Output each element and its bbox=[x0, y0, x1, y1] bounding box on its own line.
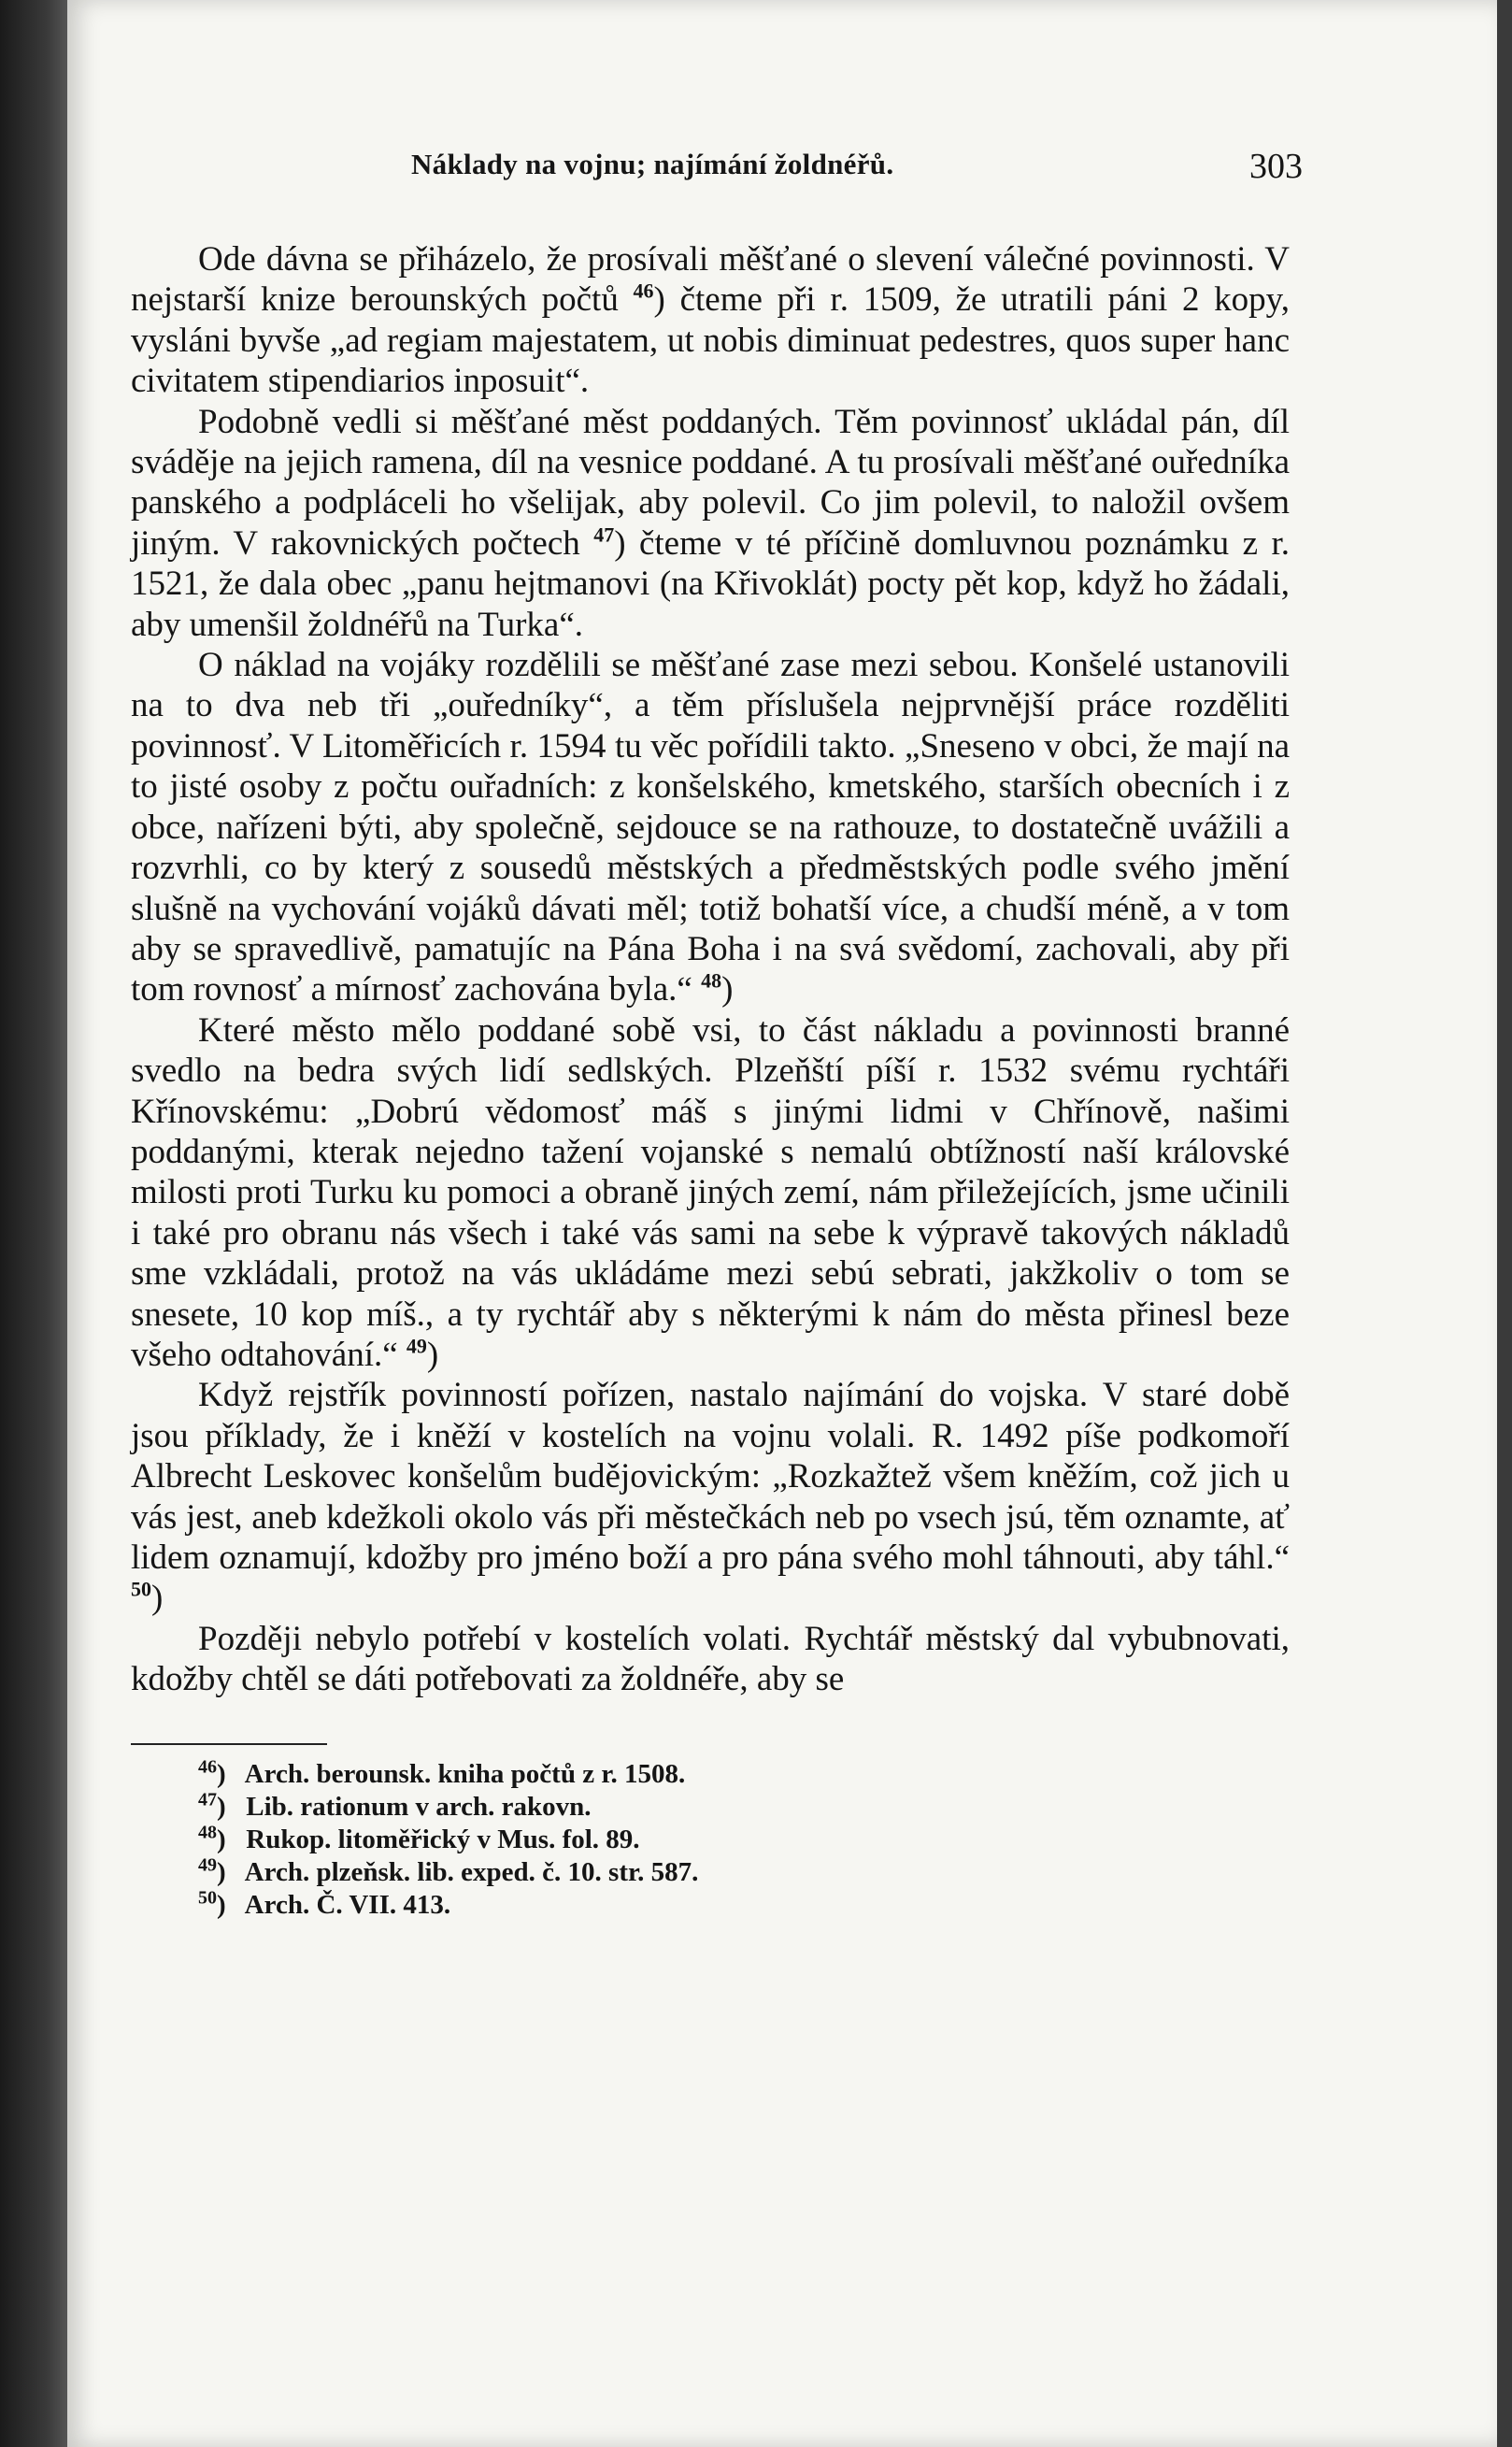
footnote-mark bbox=[198, 1886, 239, 1922]
paragraph-text: ) čteme při r. 1509, že utratili páni 2 kopy, vysláni byvše „ad regiam majestatem, ut nobis diminuat pedestres, quos super hanc civitatem stipendiarios inposuit“. bbox=[131, 280, 1290, 401]
footnote-reference[interactable]: 46 bbox=[633, 279, 654, 304]
paragraph-text: Ode dávna se přiházelo, že prosívali měšťané o slevení válečné povinnosti. V nejstarší knize berounských počtů bbox=[131, 240, 1290, 320]
paragraph bbox=[131, 1375, 1290, 1618]
paragraph bbox=[131, 239, 1290, 402]
paragraph-text: ) čteme v té příčině domluvnou poznámku z r. 1521, že dala obec „panu hejtmanovi (na Křivoklát) pocty pět kop, když ho žádali, aby umenšil žoldnéřů na Turka“. bbox=[131, 523, 1290, 644]
footnote bbox=[198, 1788, 1290, 1824]
footnote-paren: ) bbox=[217, 1758, 226, 1789]
footnote-number: 48 bbox=[198, 1821, 217, 1842]
footnote-paren: ) bbox=[217, 1889, 226, 1920]
paragraph-text: Později nebylo potřebí v kostelích volati. Rychtář městský dal vybubnovati, kdožby chtěl se dáti potřebovati za žoldnéře, aby se bbox=[131, 1619, 1290, 1699]
paragraph-text: Které město mělo poddané sobě vsi, to část nákladu a povinnosti branné svedlo na bedra svých lidí sedlských. Plzeňští píší r. 1532 svému rychtáři Křínovskému: „Dobrú vědomosť máš s jinými lidmi v Chřínově, našimi poddanými, kterak nejedno tažení vojanské s nemalú obtížností naší královské milosti proti Turku ku pomoci a obraně jiných zemí, nám přiležejících, jsme učinili i také pro obranu nás všech i také vás sami na sebe k výpravě takových nákladů sme vzkládali, protož na vás ukládáme mezi sebú sebrati, jakžkoliv o tom se snesete, 10 kop míš., a ty rychtář aby s některými k nám do města přinesl beze všeho odtahování.“ bbox=[131, 1010, 1290, 1374]
footnote-text: Rukop. litoměřický v Mus. fol. 89. bbox=[246, 1824, 640, 1854]
running-title: Náklady na vojnu; najímání žoldnéřů. bbox=[411, 148, 894, 180]
footnotes bbox=[198, 1755, 1290, 1922]
footnote-mark bbox=[198, 1755, 239, 1791]
footnote-number: 50 bbox=[198, 1886, 217, 1908]
footnote-mark bbox=[198, 1821, 239, 1856]
running-head bbox=[131, 140, 1303, 196]
footnote-mark bbox=[198, 1788, 239, 1824]
footnote-mark bbox=[198, 1853, 239, 1889]
scan-edge-left bbox=[0, 0, 67, 2447]
footnote-number: 46 bbox=[198, 1755, 217, 1777]
paragraph bbox=[131, 1010, 1290, 1376]
footnote bbox=[198, 1886, 1290, 1922]
footnote-text: Arch. plzeňsk. lib. exped. č. 10. str. 587. bbox=[244, 1856, 699, 1887]
footnote bbox=[198, 1821, 1290, 1856]
paragraph bbox=[131, 402, 1290, 645]
footnote bbox=[198, 1755, 1290, 1791]
page-number: 303 bbox=[1249, 147, 1303, 186]
footnote-reference[interactable]: 47 bbox=[593, 522, 615, 547]
scan-edge-right bbox=[1497, 0, 1512, 2447]
paragraph-text: O náklad na vojáky rozdělili se měšťané zase mezi sebou. Konšelé ustanovili na to dva neb tři „ouředníky“, a těm příslušela nejprvnější práce rozděliti povinnosť. V Litoměřicích r. 1594 tu věc pořídili takto. „Sneseno v obci, že mají na to jisté osoby z počtu ouřadních: z konšelského, kmetského, starších obecních i z obce, nařízeni býti, aby společně, sejdouce se na rathouze, to dostatečně uvážili a rozvrhli, co by který z sousedů městských a předměstských podle svého jmění slušně na vychování vojáků dávati měl; totiž bohatší více, a chudší méně, a v tom aby se spravedlivě, pamatujíc na Pána Boha i na svá svědomí, zachovali, aby při tom rovnosť a mírnosť zachována byla.“ bbox=[131, 646, 1290, 1009]
footnote-number: 47 bbox=[198, 1788, 217, 1810]
footnote-reference[interactable]: 49 bbox=[406, 1334, 427, 1358]
paragraph-text: ) bbox=[426, 1335, 439, 1374]
paragraph-text: Když rejstřík povinností pořízen, nastalo najímání do vojska. V staré době jsou příklady, že i kněží v kostelích na vojnu volali. R. 1492 píše podkomoří Albrecht Leskovec konšelům budějovickým: „Rozkažtež všem kněžím, což jich u vás jest, aneb kdežkoli okolo vás při městečkách neb po vsech jsú, těm oznamte, ať lidem oznamují, kdožby pro jméno boží a pro pána svého mohl táhnouti, aby táhl.“ bbox=[131, 1376, 1290, 1577]
body-text bbox=[131, 239, 1290, 1700]
footnote-paren: ) bbox=[217, 1856, 226, 1887]
footnote-paren: ) bbox=[217, 1824, 226, 1854]
footnote-reference[interactable]: 48 bbox=[701, 968, 722, 993]
paragraph-text: ) bbox=[721, 970, 734, 1009]
page-content bbox=[131, 140, 1303, 1922]
paragraph-text: ) bbox=[151, 1579, 164, 1618]
footnote-number: 49 bbox=[198, 1853, 217, 1875]
paragraph bbox=[131, 645, 1290, 1010]
footnote-paren: ) bbox=[217, 1791, 226, 1822]
footnote-reference[interactable]: 50 bbox=[131, 1578, 151, 1602]
paragraph-text: Podobně vedli si měšťané měst poddaných. Těm povinnosť ukládal pán, díl sváděje na jejich ramena, díl na vesnice poddané. A tu prosívali měšťané ouředníka panského a podpláceli ho všelijak, aby polevil. Co jim polevil, to naložil ovšem jiným. V rakovnických počtech bbox=[131, 402, 1290, 563]
footnote-text: Arch. berounsk. kniha počtů z r. 1508. bbox=[244, 1758, 686, 1789]
footnote bbox=[198, 1853, 1290, 1889]
footnote-text: Lib. rationum v arch. rakovn. bbox=[246, 1791, 592, 1822]
footnote-text: Arch. Č. VII. 413. bbox=[244, 1889, 451, 1920]
footnote-rule bbox=[131, 1743, 327, 1745]
paragraph bbox=[131, 1619, 1290, 1700]
book-page bbox=[67, 0, 1497, 2447]
